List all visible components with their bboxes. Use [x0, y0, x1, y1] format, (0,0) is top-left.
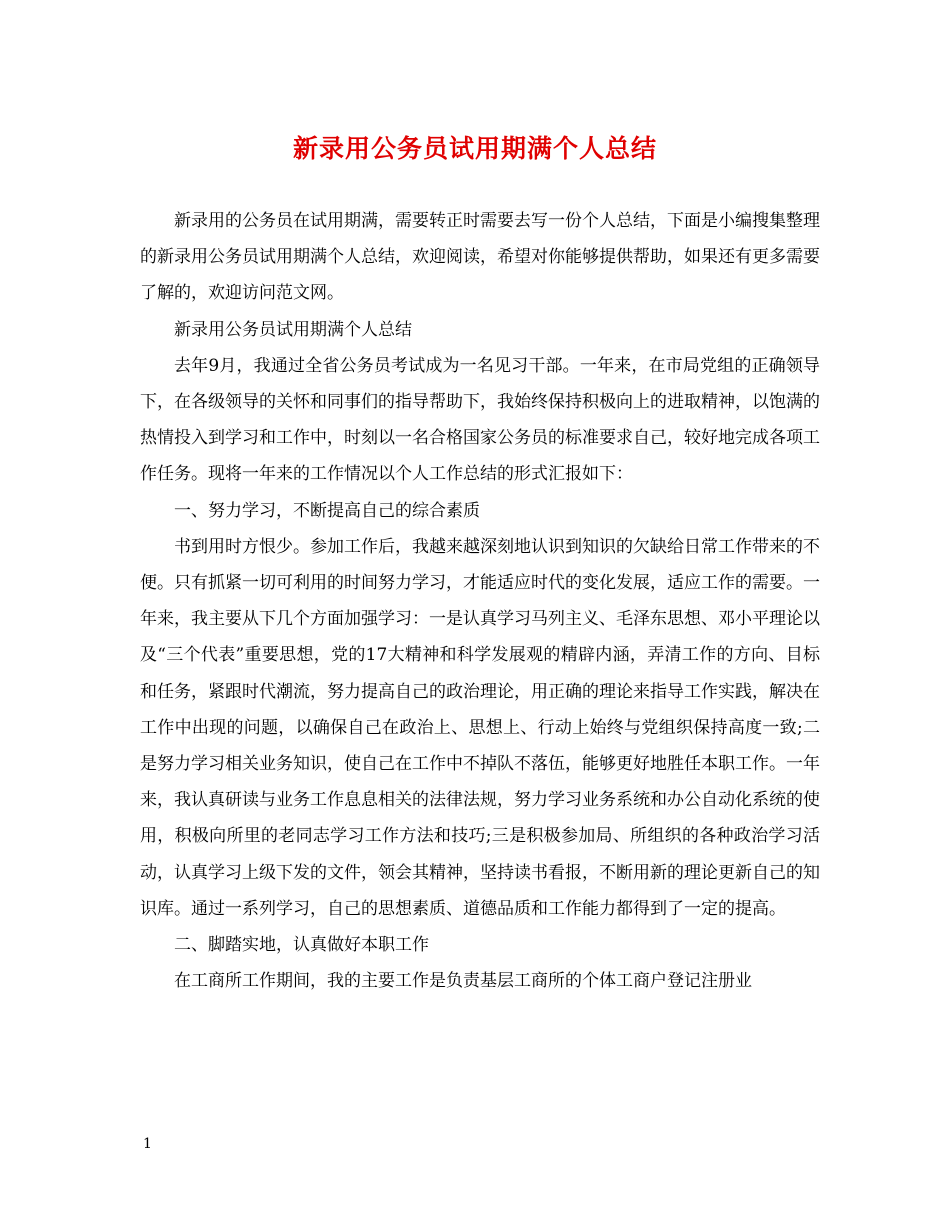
- paragraph-subtitle: 新录用公务员试用期满个人总结: [174, 319, 412, 340]
- paragraph-opening: 去年9月，我通过全省公务员考试成为一名见习干部。一年来，在市局党组的正确领导下，在各级领导的关怀和同事们的指导帮助下，我始终保持积极向上的进取精神，以饱满的热情投入到学习和工作中，时刻以一名合格国家公务员的标准要求自己，较好地完成各项工作任务。现将一年来的工作情况以个人工作总结的形式汇报如下：: [140, 355, 820, 485]
- page-number: 1: [143, 1136, 152, 1152]
- paragraph-work: 在工商所工作期间，我的主要工作是负责基层工商所的个体工商户登记注册业: [174, 971, 752, 992]
- document-title: 新录用公务员试用期满个人总结: [292, 134, 657, 163]
- section-heading-1: 一、努力学习，不断提高自己的综合素质: [174, 500, 480, 521]
- paragraph-intro: 新录用的公务员在试用期满，需要转正时需要去写一份个人总结，下面是小编搜集整理的新录用公务员试用期满个人总结，欢迎阅读，希望对你能够提供帮助，如果还有更多需要了解的，欢迎访问范文网。: [140, 211, 820, 304]
- section-heading-2: 二、脚踏实地，认真做好本职工作: [174, 935, 429, 956]
- paragraph-study: 书到用时方恨少。参加工作后，我越来越深刻地认识到知识的欠缺给日常工作带来的不便。只有抓紧一切可利用的时间努力学习，才能适应时代的变化发展，适应工作的需要。一年来，我主要从下几个方面加强学习：一是认真学习马列主义、毛泽东思想、邓小平理论以及“三个代表”重要思想，党的17大精神和科学发展观的精辟内涵，弄清工作的方向、目标和任务，紧跟时代潮流，努力提高自己的政治理论，用正确的理论来指导工作实践，解决在工作中出现的问题，以确保自己在政治上、思想上、行动上始终与党组织保持高度一致;二是努力学习相关业务知识，使自己在工作中不掉队不落伍，能够更好地胜任本职工作。一年来，我认真研读与业务工作息息相关的法律法规，努力学习业务系统和办公自动化系统的使用，积极向所里的老同志学习工作方法和技巧;三是积极参加局、所组织的各种政治学习活动，认真学习上级下发的文件，领会其精神，坚持读书看报，不断用新的理论更新自己的知识库。通过一系列学习，自己的思想素质、道德品质和工作能力都得到了一定的提高。: [140, 536, 820, 919]
- document-body: [140, 203, 820, 999]
